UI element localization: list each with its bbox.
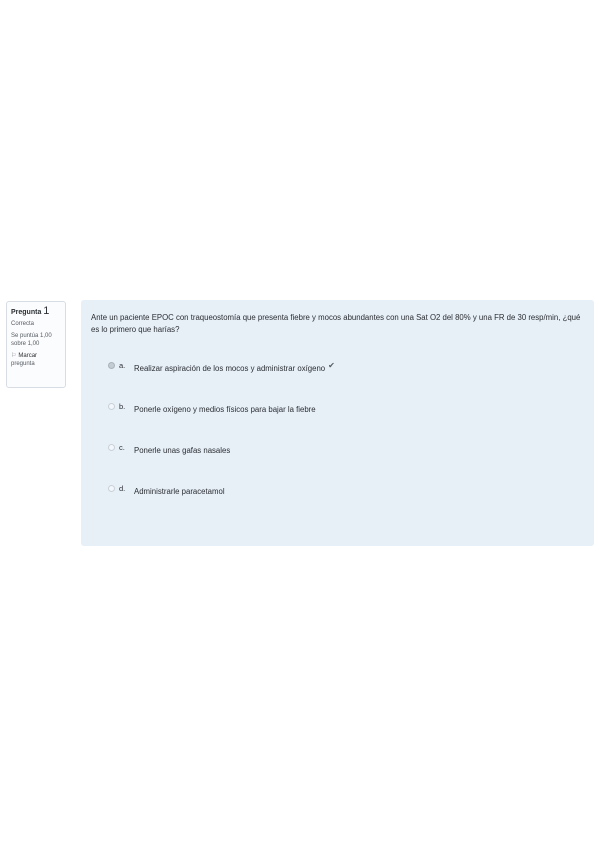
question-text: Ante un paciente EPOC con traqueostomía que presenta fiebre y mocos abundantes con una Sat O2 del 80% y una FR de 30 resp/min, ¿qué es lo primero que harías? — [91, 313, 581, 334]
question-grade-line1: Se puntúa 1,00 — [11, 333, 52, 339]
answer-letter-d: d. — [119, 484, 126, 493]
answer-option-b[interactable] — [91, 402, 584, 443]
flag-question-label-1: Marcar — [18, 353, 38, 359]
answer-option-d[interactable] — [91, 484, 584, 525]
answer-text-b: Ponerle oxígeno y medios físicos para bajar la fiebre — [134, 405, 316, 414]
answer-option-c[interactable] — [91, 443, 584, 484]
answer-list — [91, 361, 584, 525]
answer-text-a: Realizar aspiración de los mocos y administrar oxígeno — [134, 364, 326, 373]
answer-option-a[interactable] — [91, 361, 584, 402]
answer-radio-b[interactable] — [108, 403, 115, 410]
answer-letter-b: b. — [119, 402, 126, 411]
answer-letter-a: a. — [119, 361, 126, 370]
flag-question-label-2[interactable]: pregunta — [11, 361, 35, 367]
question-status: Correcta — [11, 321, 35, 327]
question-heading — [11, 306, 61, 318]
answer-radio-d[interactable] — [108, 485, 115, 492]
flag-icon: ⚐ — [11, 353, 17, 359]
answer-letter-c: c. — [119, 443, 125, 452]
question-heading-label: Pregunta — [11, 309, 42, 316]
answer-radio-a[interactable] — [108, 362, 115, 369]
question-grade-line2: sobre 1,00 — [11, 341, 40, 347]
answer-radio-c[interactable] — [108, 444, 115, 451]
answer-text-d: Administrarle paracetamol — [134, 487, 225, 496]
flag-question-link[interactable] — [11, 352, 61, 360]
answer-text-c: Ponerle unas gafas nasales — [134, 446, 231, 455]
question-info-box — [6, 301, 66, 388]
question-panel — [81, 300, 594, 546]
question-number: 1 — [43, 305, 50, 317]
check-icon: ✔ — [328, 361, 335, 370]
